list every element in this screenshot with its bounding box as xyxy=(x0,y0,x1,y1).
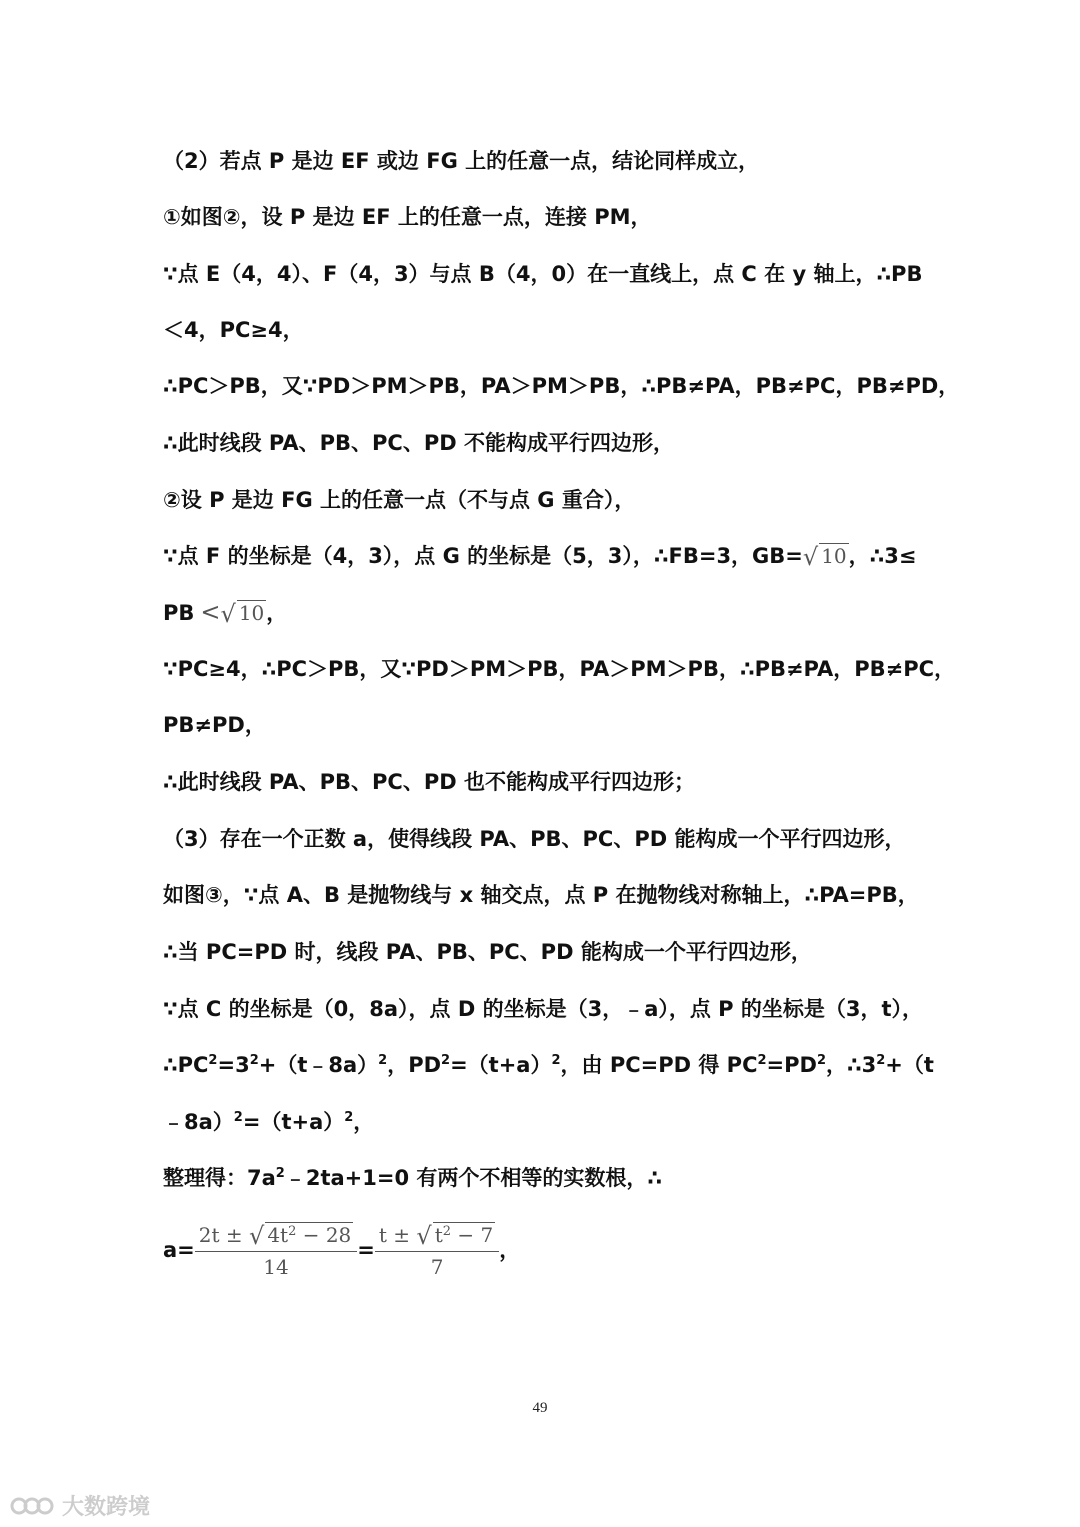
text-line: ∴此时线段 PA、PB、PC、PD 不能构成平行四边形， xyxy=(163,431,674,455)
text-segment: ﹣8a） xyxy=(163,1110,234,1134)
radical-sign: √ xyxy=(802,543,819,571)
radicand xyxy=(433,1222,496,1247)
formula-line xyxy=(163,1218,930,1282)
superscript: 2 xyxy=(757,1053,767,1068)
text-segment: =3 xyxy=(217,1053,250,1077)
text-line: ∴PC＞PB，又∵PD＞PM＞PB，PA＞PM＞PB，∴PB≠PA，PB≠PC，PB≠PD， xyxy=(163,374,960,398)
sqrt-10 xyxy=(802,543,849,571)
superscript: 2 xyxy=(275,1166,285,1181)
radical-sign: √ xyxy=(220,600,236,628)
text-line-pb-range xyxy=(163,597,930,629)
text-segment: t ± xyxy=(378,1223,417,1247)
text-line: 如图③，∵点 A、B 是抛物线与 x 轴交点，点 P 在抛物线对称轴上，∴PA=PB， xyxy=(163,883,919,907)
text-segment: t xyxy=(434,1223,443,1247)
formula-lhs: a= xyxy=(163,1238,195,1262)
superscript: 2 xyxy=(816,1053,827,1068)
superscript: 2 xyxy=(233,1110,243,1125)
text-segment: =（t+a） xyxy=(242,1110,345,1134)
sqrt-10 xyxy=(220,600,267,628)
radicand: 10 xyxy=(238,601,265,625)
text-segment: +（t﹣8a） xyxy=(258,1053,379,1077)
text-line: ＜4，PC≥4， xyxy=(163,318,304,342)
text-line: ∵点 E（4，4）、F（4，3）与点 B（4，0）在一直线上，点 C 在 y 轴上，∴PB xyxy=(163,262,923,286)
text-segment: ∴PC xyxy=(163,1053,209,1077)
text-segment: ∵点 F 的坐标是（4，3），点 G 的坐标是（5，3），∴FB=3，GB= xyxy=(163,544,803,568)
radicand xyxy=(265,1222,353,1247)
text-segment: +（t xyxy=(885,1053,934,1077)
text-line: ②设 P 是边 FG 上的任意一点（不与点 G 重合）， xyxy=(163,488,636,512)
text-line-pc-pd-squares xyxy=(163,1050,934,1080)
text-segment: =PD xyxy=(766,1053,817,1077)
fraction-denominator: 7 xyxy=(430,1255,444,1279)
superscript: 2 xyxy=(249,1053,259,1068)
superscript: 2 xyxy=(876,1053,886,1068)
text-line: ∵点 C 的坐标是（0，8a），点 D 的坐标是（3，﹣a），点 P 的坐标是（3，t）， xyxy=(163,997,924,1021)
radical-sign: √ xyxy=(416,1222,432,1250)
fraction-numerator xyxy=(375,1222,499,1252)
text-segment: ， xyxy=(266,601,288,625)
text-segment: 4t xyxy=(267,1223,289,1247)
fraction-2 xyxy=(375,1222,499,1280)
text-segment: PB xyxy=(163,601,195,625)
text-line: （2）若点 P 是边 EF 或边 FG 上的任意一点，结论同样成立， xyxy=(163,149,760,173)
fraction-numerator xyxy=(195,1222,358,1252)
watermark xyxy=(10,1490,150,1521)
text-segment: − 7 xyxy=(451,1223,494,1247)
text-line: （3）存在一个正数 a，使得线段 PA、PB、PC、PD 能构成一个平行四边形， xyxy=(163,827,906,851)
watermark-text: 大数跨境 xyxy=(62,1495,151,1520)
text-segment: ， xyxy=(499,1238,521,1262)
text-segment: ， xyxy=(353,1110,375,1134)
text-segment: ，PD xyxy=(387,1053,442,1077)
equals-sign: = xyxy=(357,1238,375,1262)
superscript: 2 xyxy=(551,1053,561,1068)
text-line-gb-sqrt xyxy=(163,541,930,572)
text-line: ∴此时线段 PA、PB、PC、PD 也不能构成平行四边形； xyxy=(163,770,695,794)
text-segment: 整理得：7a xyxy=(163,1166,276,1190)
page-number: 49 xyxy=(532,1400,548,1416)
less-than-sign: < xyxy=(200,598,221,626)
fraction-1 xyxy=(195,1222,358,1280)
text-segment: ，由 PC=PD 得 PC xyxy=(560,1053,758,1077)
watermark-logo-icon xyxy=(10,1493,54,1519)
text-segment: ，∴3 xyxy=(826,1053,877,1077)
text-line: PB≠PD， xyxy=(163,713,266,737)
text-line: ①如图②，设 P 是边 EF 上的任意一点，连接 PM， xyxy=(163,205,652,229)
radicand: 10 xyxy=(821,544,847,568)
text-segment: ﹣2ta+1=0 有两个不相等的实数根，∴ xyxy=(284,1166,663,1190)
superscript: 2 xyxy=(208,1053,218,1068)
text-line: ∵PC≥4，∴PC＞PB，又∵PD＞PM＞PB，PA＞PM＞PB，∴PB≠PA，PB≠PC， xyxy=(163,657,956,681)
superscript: 2 xyxy=(442,1224,452,1239)
radical-sign: √ xyxy=(249,1222,265,1250)
text-segment: =（t+a） xyxy=(450,1053,552,1077)
superscript: 2 xyxy=(288,1224,297,1239)
superscript: 2 xyxy=(344,1110,354,1125)
superscript: 2 xyxy=(378,1053,388,1068)
text-line-quadratic xyxy=(163,1163,930,1193)
text-segment: 2t ± xyxy=(198,1223,250,1247)
text-segment: − 28 xyxy=(296,1223,352,1247)
text-line: ∴当 PC=PD 时，线段 PA、PB、PC、PD 能构成一个平行四边形， xyxy=(163,940,812,964)
text-segment: ，∴3≤ xyxy=(848,544,917,568)
fraction-denominator: 14 xyxy=(263,1255,289,1279)
superscript: 2 xyxy=(441,1053,451,1068)
text-line-equation-cont xyxy=(163,1107,930,1137)
